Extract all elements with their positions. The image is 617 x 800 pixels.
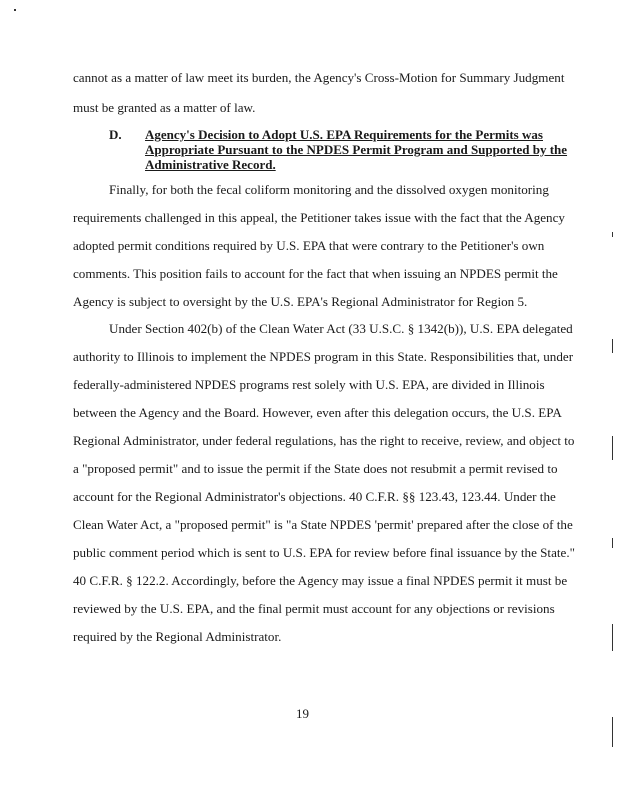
body-line: reviewed by the U.S. EPA, and the final permit must account for any objections or revisions <box>73 601 555 616</box>
body-line: Under Section 402(b) of the Clean Water Act (33 U.S.C. § 1342(b)), U.S. EPA delegated <box>109 321 573 336</box>
scan-artifact <box>612 339 613 353</box>
body-line: must be granted as a matter of law. <box>73 100 256 115</box>
body-line: adopted permit conditions required by U.S. EPA that were contrary to the Petitioner's own <box>73 238 545 253</box>
section-heading-line: Agency's Decision to Adopt U.S. EPA Requirements for the Permits was <box>145 127 543 142</box>
section-heading-line: Administrative Record. <box>145 157 276 172</box>
section-label: D. <box>109 127 122 142</box>
body-line: comments. This position fails to account for the fact that when issuing an NPDES permit the <box>73 266 558 281</box>
body-line: between the Agency and the Board. However, even after this delegation occurs, the U.S. EPA <box>73 405 562 420</box>
section-heading-line: Appropriate Pursuant to the NPDES Permit Program and Supported by the <box>145 142 568 157</box>
scan-artifact <box>14 9 16 11</box>
body-line: Agency is subject to oversight by the U.S. EPA's Regional Administrator for Region 5. <box>73 294 528 309</box>
scan-artifact <box>612 232 613 237</box>
body-line: Finally, for both the fecal coliform monitoring and the dissolved oxygen monitoring <box>109 182 549 197</box>
body-line: authority to Illinois to implement the NPDES program in this State. Responsibilities that, under <box>73 349 574 364</box>
body-line: federally-administered NPDES programs rest solely with U.S. EPA, are divided in Illinois <box>73 377 545 392</box>
body-line: required by the Regional Administrator. <box>73 629 282 644</box>
scan-artifact <box>612 717 613 747</box>
body-line: Clean Water Act, a "proposed permit" is "a State NPDES 'permit' prepared after the close of the <box>73 517 573 532</box>
body-line: requirements challenged in this appeal, the Petitioner takes issue with the fact that the Agency <box>73 210 565 225</box>
body-line: a "proposed permit" and to issue the permit if the State does not resubmit a permit revised to <box>73 461 558 476</box>
body-line: public comment period which is sent to U.S. EPA for review before final issuance by the State." <box>73 545 575 560</box>
scan-artifact <box>612 436 613 460</box>
body-line: 40 C.F.R. § 122.2. Accordingly, before the Agency may issue a final NPDES permit it must be <box>73 573 568 588</box>
body-line: Regional Administrator, under federal regulations, has the right to receive, review, and object to <box>73 433 575 448</box>
scan-artifact <box>612 624 613 651</box>
scan-artifact <box>612 538 613 548</box>
body-line: cannot as a matter of law meet its burden, the Agency's Cross-Motion for Summary Judgment <box>73 70 565 85</box>
page-number: 19 <box>296 706 309 721</box>
body-line: account for the Regional Administrator's objections. 40 C.F.R. §§ 123.43, 123.44. Under the <box>73 489 556 504</box>
